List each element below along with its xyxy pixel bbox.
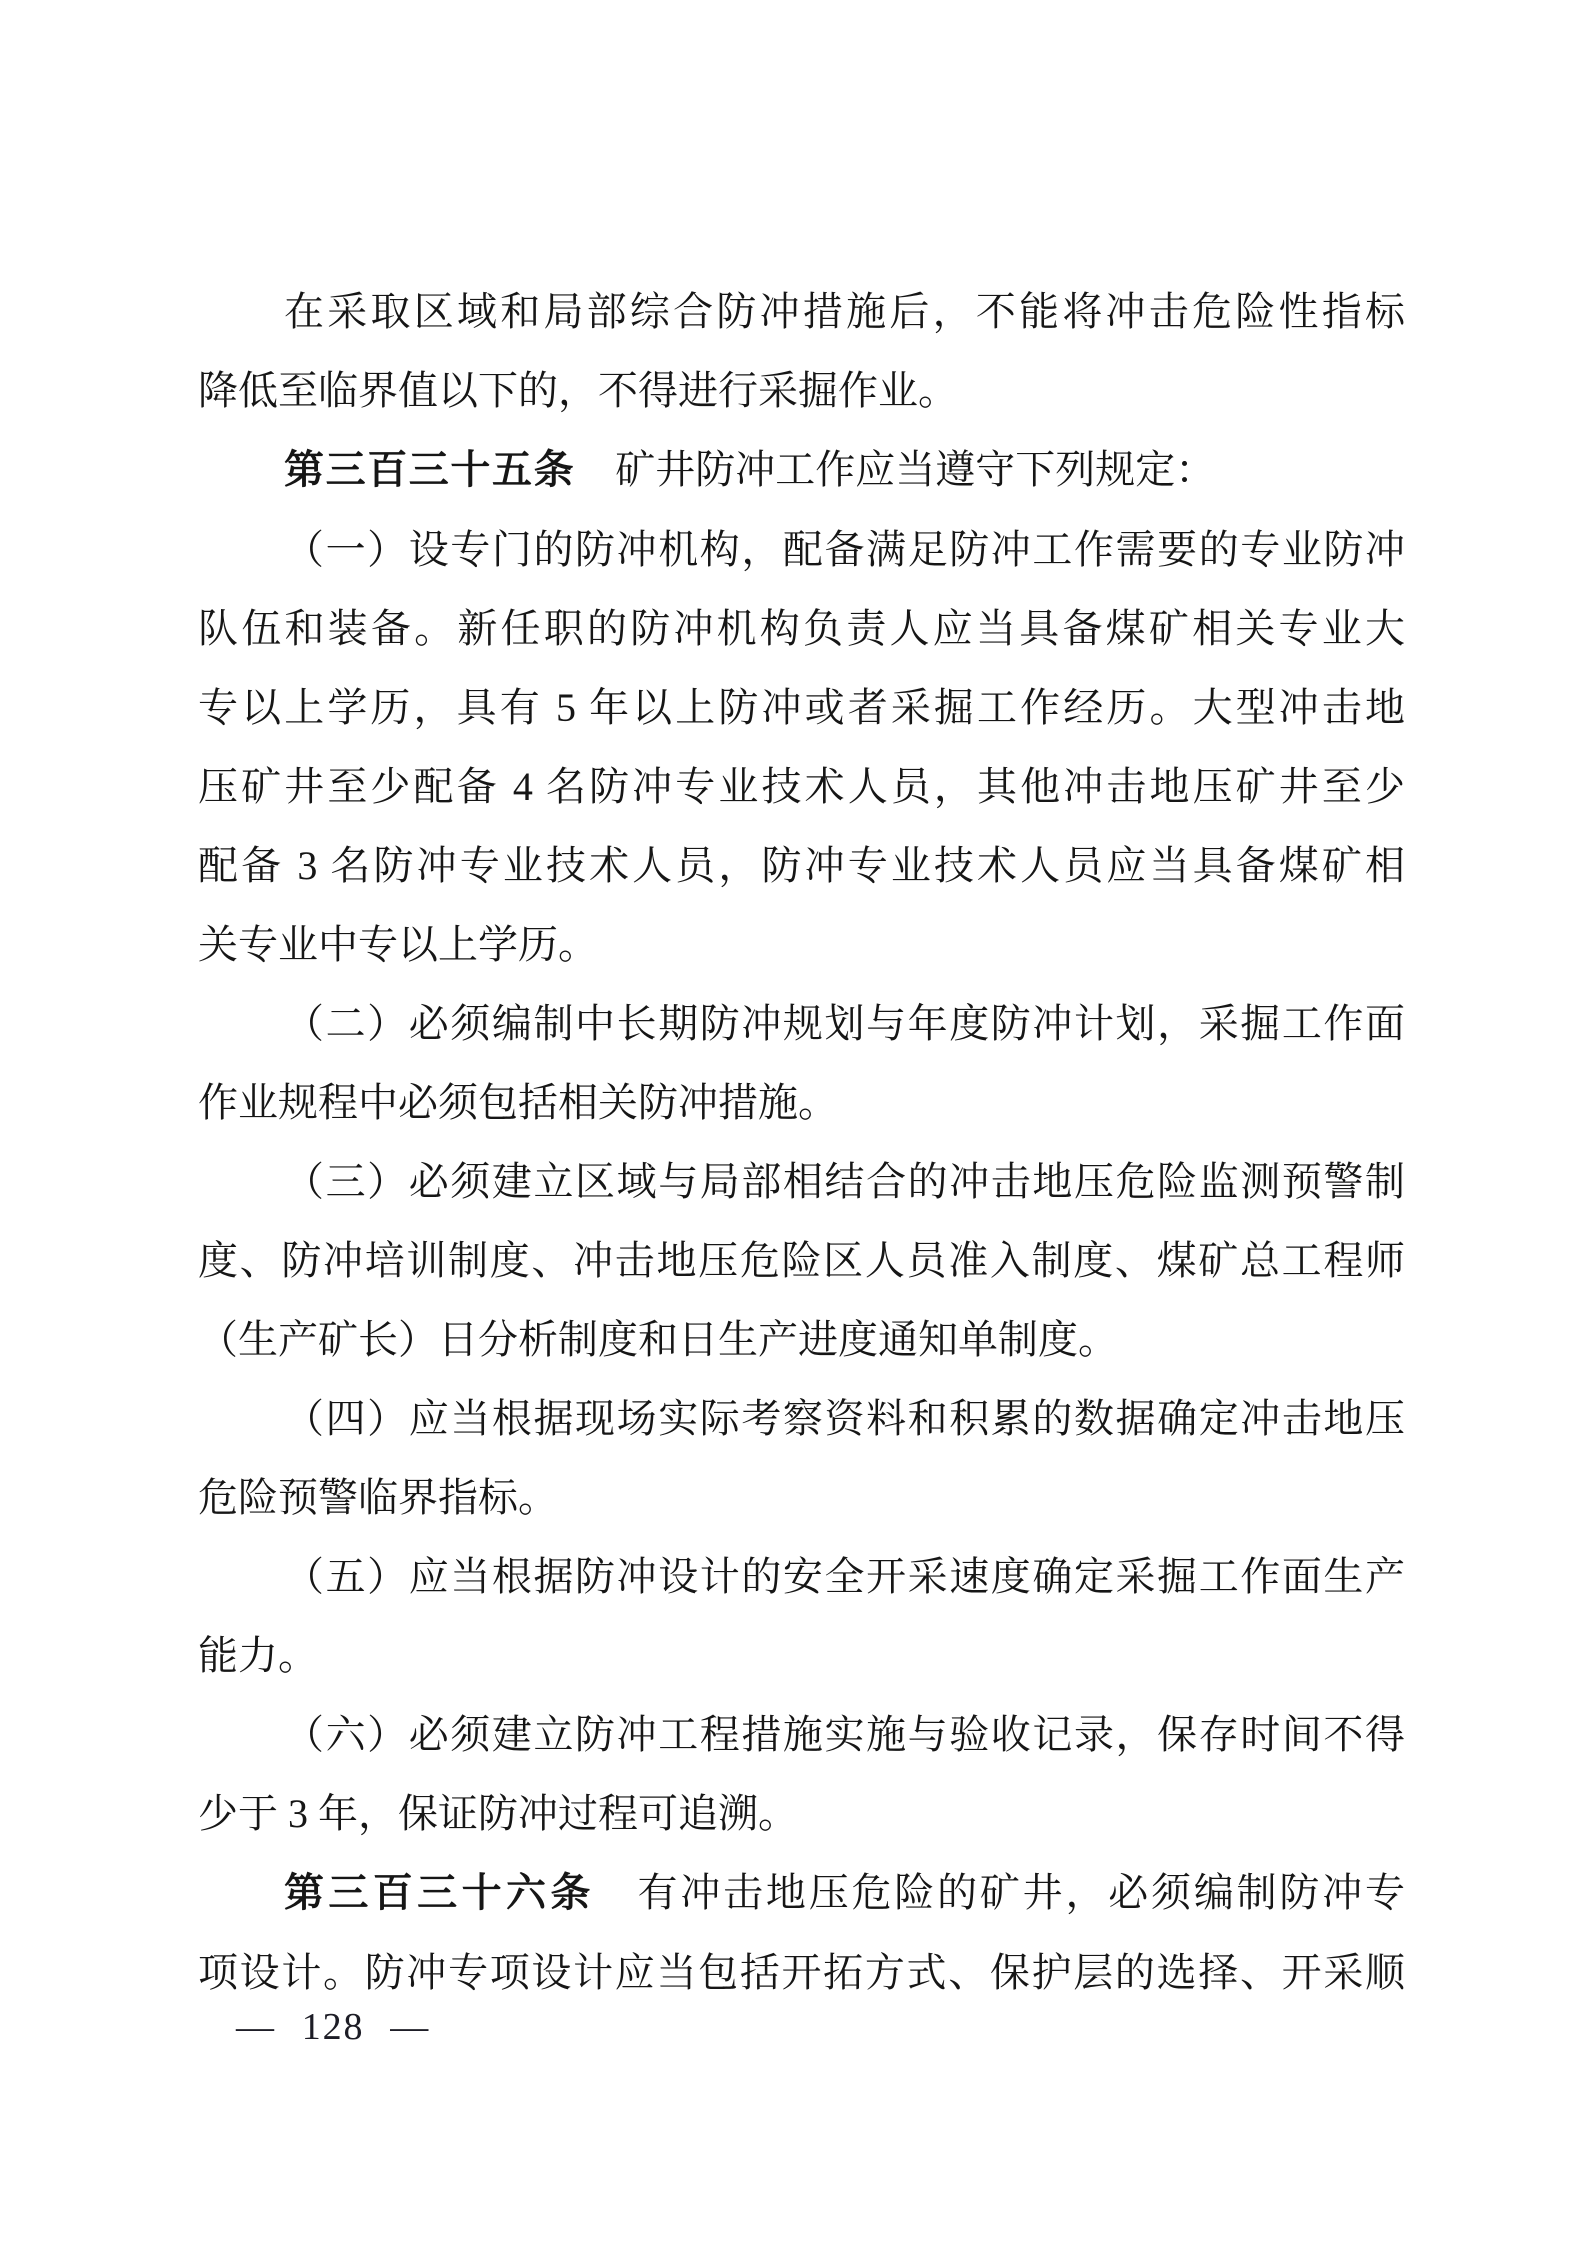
text-line [198,1853,1405,1933]
line-text: 在采取区域和局部综合防冲措施后，不能将冲击危险性指标 [284,289,1405,334]
article-number: 第三百三十六条 [284,1871,595,1915]
text-line [198,1695,1405,1774]
text-line [198,1933,1405,2012]
text-line [198,826,1405,905]
text-line [198,1379,1405,1458]
line-text: 配备 3 名防冲专业技术人员，防冲专业技术人员应当具备煤矿相 [198,843,1405,888]
line-text: （四）应当根据现场实际考察资料和积累的数据确定冲击地压 [284,1396,1405,1441]
text-line [198,1458,1405,1537]
document-body [198,272,1405,2012]
line-text: 有冲击地压危险的矿井，必须编制防冲专 [594,1870,1406,1915]
text-line [198,1774,1405,1853]
text-line [198,984,1405,1063]
line-text: （二）必须编制中长期防冲规划与年度防冲计划，采掘工作面 [284,1001,1405,1046]
line-text: （生产矿长）日分析制度和日生产进度通知单制度。 [198,1317,1118,1362]
page-number: — 128 — [236,2006,431,2048]
line-text: 作业规程中必须包括相关防冲措施。 [198,1080,838,1125]
text-line [198,905,1405,984]
text-line [198,668,1405,747]
line-text: 危险预警临界指标。 [198,1475,558,1520]
text-line [198,430,1405,510]
text-line [198,1537,1405,1616]
line-text: 度、防冲培训制度、冲击地压危险区人员准入制度、煤矿总工程师 [198,1238,1405,1283]
text-line [198,1300,1405,1379]
text-line [198,351,1405,430]
text-line [198,747,1405,826]
line-text: 降低至临界值以下的，不得进行采掘作业。 [198,368,958,413]
line-text: 关专业中专以上学历。 [198,922,598,967]
line-text: 队伍和装备。新任职的防冲机构负责人应当具备煤矿相关专业大 [198,606,1405,651]
text-line [198,510,1405,589]
article-number: 第三百三十五条 [284,448,576,492]
text-line [198,1063,1405,1142]
text-line [198,272,1405,351]
line-text: （六）必须建立防冲工程措施实施与验收记录，保存时间不得 [284,1712,1405,1757]
text-line [198,1142,1405,1221]
text-line [198,1221,1405,1300]
line-text: （三）必须建立区域与局部相结合的冲击地压危险监测预警制 [284,1159,1405,1204]
text-line [198,589,1405,668]
line-text: 少于 3 年，保证防冲过程可追溯。 [198,1791,798,1836]
line-text: 压矿井至少配备 4 名防冲专业技术人员，其他冲击地压矿井至少 [198,764,1405,809]
line-text: 项设计。防冲专项设计应当包括开拓方式、保护层的选择、开采顺 [198,1950,1405,1995]
line-text: （一）设专门的防冲机构，配备满足防冲工作需要的专业防冲 [284,527,1405,572]
line-text: （五）应当根据防冲设计的安全开采速度确定采掘工作面生产 [284,1554,1405,1599]
line-text: 能力。 [198,1633,318,1678]
line-text: 专以上学历，具有 5 年以上防冲或者采掘工作经历。大型冲击地 [198,685,1405,730]
line-text: 矿井防冲工作应当遵守下列规定： [575,447,1216,492]
text-line [198,1616,1405,1695]
